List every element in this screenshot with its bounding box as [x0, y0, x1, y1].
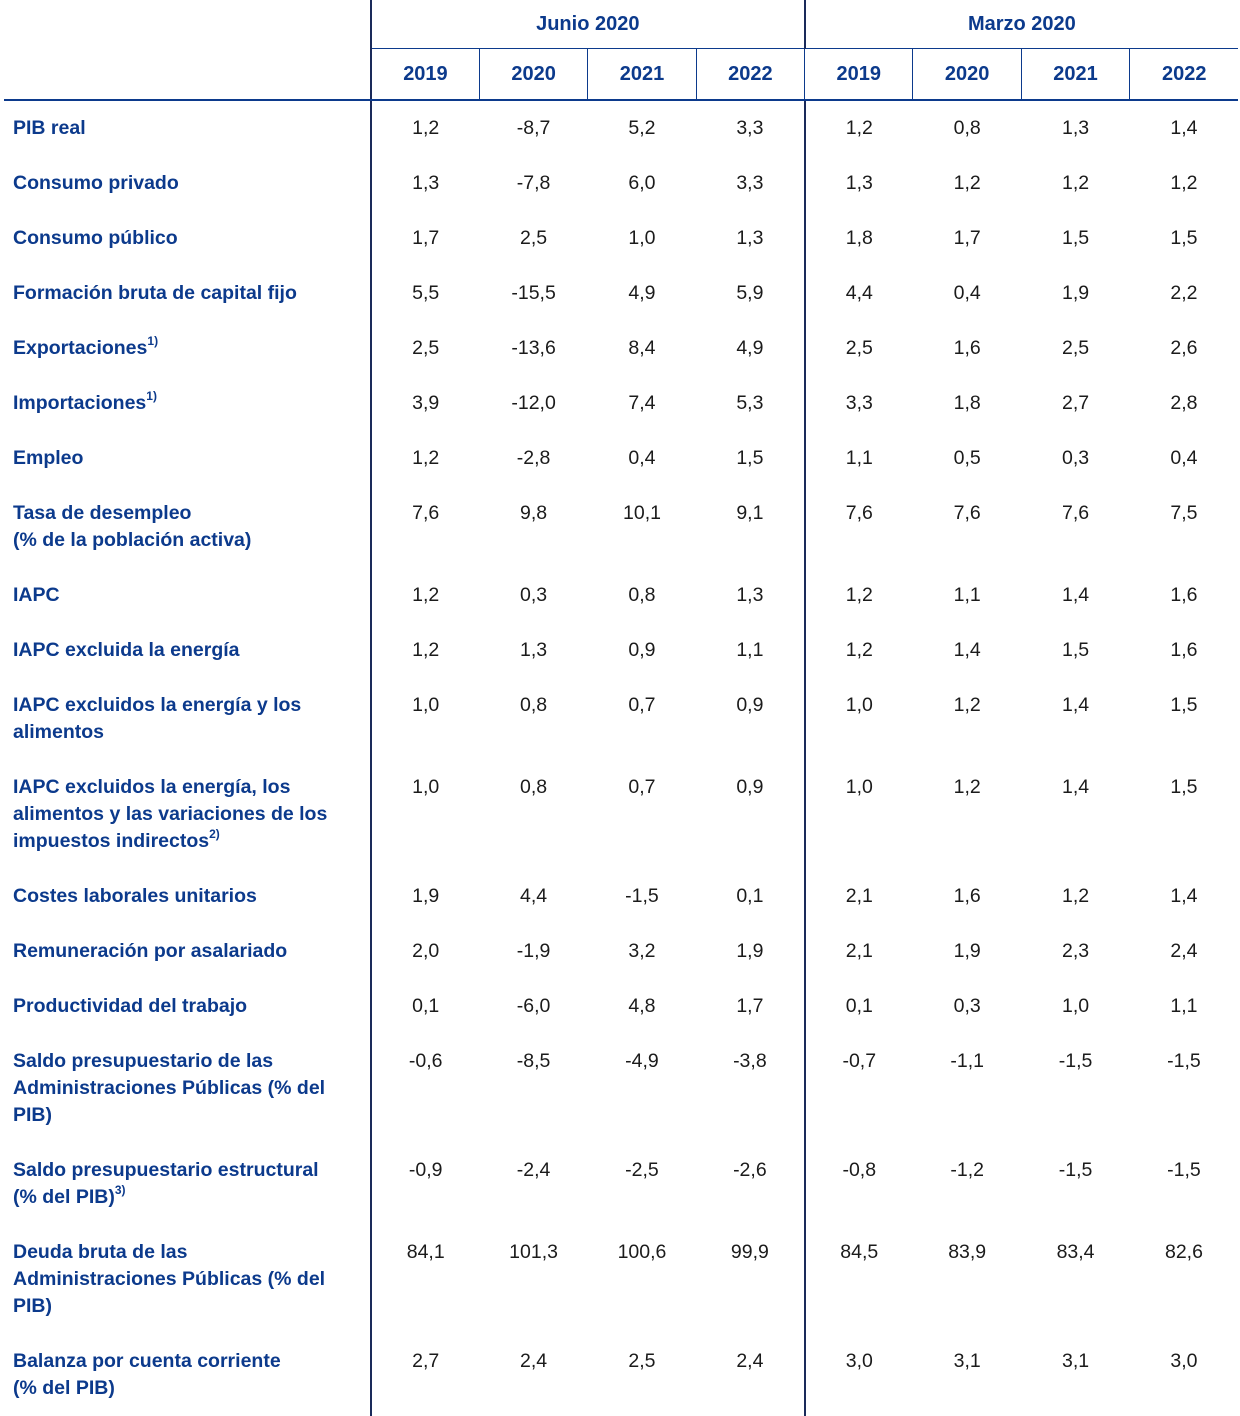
value-cell: 0,9: [736, 776, 764, 798]
value-cell: 1,3: [736, 227, 764, 249]
value-cell: 1,4: [1170, 117, 1198, 139]
value-cell: 1,0: [805, 760, 913, 869]
value-cell: -3,8: [733, 1050, 767, 1072]
value-cell: 1,2: [805, 100, 913, 156]
value-cell: 101,3: [509, 1241, 558, 1263]
value-cell: 8,4: [628, 337, 656, 359]
value-cell: 0,8: [628, 584, 656, 606]
value-cell: 2,8: [1170, 392, 1198, 414]
value-cell: 3,0: [805, 1334, 913, 1416]
row-label-line: Consumo privado: [13, 172, 179, 194]
value-cell: 1,3: [520, 639, 548, 661]
value-cell: 0,4: [953, 282, 981, 304]
value-cell: 1,5: [1170, 694, 1198, 716]
value-cell: 2,5: [371, 321, 479, 376]
row-label: [4, 760, 371, 869]
value-cell: -12,0: [511, 392, 556, 414]
row-label: [4, 211, 371, 266]
value-cell: 1,3: [805, 156, 913, 211]
value-cell: 0,8: [520, 776, 548, 798]
value-cell: 1,4: [1062, 584, 1090, 606]
header-blank-cell: [4, 0, 371, 49]
value-cell: -8,5: [516, 1050, 551, 1072]
row-label-line: Formación bruta de capital fijo: [13, 282, 297, 304]
value-cell: 1,1: [805, 431, 913, 486]
value-cell: -2,6: [733, 1159, 767, 1181]
value-cell: -2,8: [516, 447, 551, 469]
value-cell: 7,6: [953, 502, 981, 524]
row-label-line: impuestos indirectos: [13, 830, 210, 852]
row-label: [4, 100, 371, 156]
value-cell: -13,6: [511, 337, 556, 359]
value-cell: 1,9: [1062, 282, 1090, 304]
table-row: [4, 1334, 1238, 1416]
row-label: [4, 431, 371, 486]
value-cell: 0,7: [628, 776, 656, 798]
footnote-marker: 1): [146, 388, 157, 403]
value-cell: 82,6: [1164, 1241, 1203, 1263]
value-cell: 1,3: [736, 584, 764, 606]
year-header: 2019: [371, 49, 479, 101]
row-label: [4, 1143, 371, 1225]
value-cell: 1,6: [1170, 639, 1198, 661]
year-header-row: [4, 49, 1238, 101]
value-cell: -1,5: [1167, 1159, 1201, 1181]
row-label-line: Exportaciones: [13, 337, 148, 359]
row-label-line: alimentos y las variaciones de los: [13, 803, 328, 825]
value-cell: 10,1: [623, 502, 661, 524]
row-label-line: IAPC: [13, 584, 60, 606]
value-cell: 1,8: [805, 211, 913, 266]
row-label: [4, 1034, 371, 1143]
value-cell: 0,4: [628, 447, 656, 469]
value-cell: 84,5: [805, 1225, 913, 1334]
value-cell: 5,2: [628, 117, 656, 139]
value-cell: -1,2: [950, 1159, 984, 1181]
value-cell: 83,4: [1056, 1241, 1095, 1263]
value-cell: 1,7: [736, 995, 764, 1017]
value-cell: 2,3: [1062, 940, 1090, 962]
value-cell: 1,9: [371, 869, 479, 924]
value-cell: 3,0: [1170, 1350, 1198, 1372]
table-row: [4, 760, 1238, 869]
year-header: 2022: [1130, 49, 1238, 101]
value-cell: 1,3: [1062, 117, 1090, 139]
row-label: [4, 979, 371, 1034]
value-cell: 84,1: [371, 1225, 479, 1334]
value-cell: 1,2: [953, 776, 981, 798]
table-row: [4, 623, 1238, 678]
value-cell: 1,4: [1062, 776, 1090, 798]
table-row: [4, 100, 1238, 156]
value-cell: 2,6: [1170, 337, 1198, 359]
value-cell: 1,4: [1170, 885, 1198, 907]
value-cell: 2,7: [371, 1334, 479, 1416]
table-row: [4, 979, 1238, 1034]
row-label-line: Costes laborales unitarios: [13, 885, 257, 907]
value-cell: 0,1: [371, 979, 479, 1034]
value-cell: 1,7: [371, 211, 479, 266]
value-cell: 4,9: [736, 337, 764, 359]
value-cell: 1,2: [805, 568, 913, 623]
value-cell: 5,5: [371, 266, 479, 321]
value-cell: 0,3: [953, 995, 981, 1017]
footnote-marker: 2): [209, 826, 220, 841]
value-cell: -0,7: [805, 1034, 913, 1143]
value-cell: 1,2: [953, 172, 981, 194]
row-label-line: IAPC excluidos la energía y los: [13, 694, 302, 716]
row-label-line: PIB): [13, 1295, 52, 1317]
value-cell: 3,3: [736, 117, 764, 139]
group-header-row: [4, 0, 1238, 49]
value-cell: 1,6: [953, 885, 981, 907]
value-cell: 1,2: [1170, 172, 1198, 194]
header-label-cell: [4, 49, 371, 101]
value-cell: 1,0: [371, 760, 479, 869]
value-cell: -7,8: [516, 172, 551, 194]
table-row: [4, 486, 1238, 568]
year-header: 2022: [696, 49, 804, 101]
value-cell: -2,4: [516, 1159, 551, 1181]
table-row: [4, 376, 1238, 431]
value-cell: 0,1: [736, 885, 764, 907]
value-cell: 2,4: [736, 1350, 764, 1372]
row-label-line: Saldo presupuestario de las: [13, 1050, 274, 1072]
table-row: [4, 266, 1238, 321]
value-cell: 0,8: [520, 694, 548, 716]
footnote-marker: 1): [147, 333, 159, 348]
value-cell: -15,5: [511, 282, 556, 304]
value-cell: 2,1: [805, 869, 913, 924]
value-cell: 3,3: [805, 376, 913, 431]
row-label-line: alimentos: [13, 721, 105, 743]
value-cell: 2,5: [805, 321, 913, 376]
value-cell: 3,9: [371, 376, 479, 431]
value-cell: -1,9: [516, 940, 551, 962]
value-cell: 1,5: [1170, 776, 1198, 798]
value-cell: 0,4: [1170, 447, 1198, 469]
value-cell: 1,9: [736, 940, 764, 962]
value-cell: 4,9: [628, 282, 656, 304]
row-label: [4, 869, 371, 924]
row-label-line: PIB): [13, 1104, 52, 1126]
row-label-line: Balanza por cuenta corriente: [13, 1350, 281, 1372]
row-label: [4, 321, 371, 376]
row-label-line: Administraciones Públicas (% del: [13, 1268, 326, 1290]
row-label: [4, 924, 371, 979]
row-label-line: Remuneración por asalariado: [13, 940, 288, 962]
row-label-line: Productividad del trabajo: [13, 995, 248, 1017]
value-cell: 2,4: [1170, 940, 1198, 962]
value-cell: 0,3: [1062, 447, 1090, 469]
value-cell: 1,6: [1170, 584, 1198, 606]
value-cell: 1,2: [371, 100, 479, 156]
value-cell: 0,5: [953, 447, 981, 469]
value-cell: 1,5: [736, 447, 764, 469]
value-cell: 3,1: [1062, 1350, 1090, 1372]
value-cell: 83,9: [948, 1241, 987, 1263]
value-cell: 99,9: [730, 1241, 769, 1263]
value-cell: 1,0: [628, 227, 656, 249]
row-label-line: (% del PIB): [13, 1377, 115, 1399]
table-row: [4, 1034, 1238, 1143]
value-cell: 1,7: [953, 227, 981, 249]
year-header: 2020: [479, 49, 587, 101]
table-row: [4, 211, 1238, 266]
value-cell: 1,5: [1062, 639, 1090, 661]
value-cell: 1,1: [736, 639, 764, 661]
value-cell: -1,5: [625, 885, 659, 907]
value-cell: 1,2: [953, 694, 981, 716]
value-cell: 7,4: [628, 392, 656, 414]
value-cell: 5,3: [736, 392, 764, 414]
row-label-line: Importaciones: [13, 392, 147, 414]
value-cell: 9,8: [520, 502, 548, 524]
table-row: [4, 1225, 1238, 1334]
value-cell: 1,5: [1170, 227, 1198, 249]
value-cell: 0,1: [805, 979, 913, 1034]
value-cell: 1,4: [1062, 694, 1090, 716]
value-cell: 2,5: [1062, 337, 1090, 359]
value-cell: 1,4: [953, 639, 981, 661]
projections-table: [4, 0, 1238, 1416]
value-cell: -2,5: [625, 1159, 659, 1181]
value-cell: -0,6: [371, 1034, 479, 1143]
value-cell: 2,1: [805, 924, 913, 979]
value-cell: 7,6: [805, 486, 913, 568]
value-cell: 100,6: [617, 1241, 667, 1263]
value-cell: 1,6: [953, 337, 981, 359]
value-cell: 1,2: [371, 431, 479, 486]
row-label: [4, 376, 371, 431]
value-cell: 2,7: [1062, 392, 1090, 414]
year-header: 2020: [913, 49, 1021, 101]
value-cell: 2,5: [628, 1350, 656, 1372]
value-cell: 6,0: [628, 172, 656, 194]
value-cell: 1,2: [371, 623, 479, 678]
value-cell: 1,0: [1062, 995, 1090, 1017]
row-label-line: Empleo: [13, 447, 84, 469]
value-cell: 1,0: [371, 678, 479, 760]
value-cell: 3,3: [736, 172, 764, 194]
table-row: [4, 431, 1238, 486]
row-label: [4, 156, 371, 211]
footnote-marker: 3): [114, 1182, 126, 1197]
year-header: 2021: [1021, 49, 1129, 101]
table-body: [4, 100, 1238, 1416]
row-label-line: Tasa de desempleo: [13, 502, 192, 524]
table-row: [4, 156, 1238, 211]
value-cell: -1,5: [1167, 1050, 1201, 1072]
value-cell: 7,5: [1170, 502, 1198, 524]
value-cell: 9,1: [736, 502, 764, 524]
value-cell: 1,2: [1062, 885, 1090, 907]
value-cell: 5,9: [736, 282, 764, 304]
row-label-line: (% del PIB): [13, 1186, 115, 1208]
value-cell: 1,5: [1062, 227, 1090, 249]
value-cell: 2,0: [371, 924, 479, 979]
value-cell: -0,9: [371, 1143, 479, 1225]
row-label-line: Saldo presupuestario estructural: [13, 1159, 319, 1181]
row-label-line: IAPC excluida la energía: [13, 639, 240, 661]
value-cell: -8,7: [516, 117, 551, 139]
value-cell: -0,8: [805, 1143, 913, 1225]
value-cell: 2,2: [1170, 282, 1198, 304]
table-row: [4, 924, 1238, 979]
row-label: [4, 568, 371, 623]
row-label: [4, 623, 371, 678]
value-cell: 0,3: [520, 584, 548, 606]
row-label-line: IAPC excluidos la energía, los: [13, 776, 291, 798]
value-cell: 1,0: [805, 678, 913, 760]
value-cell: -1,5: [1058, 1159, 1093, 1181]
value-cell: 3,1: [953, 1350, 981, 1372]
value-cell: 2,4: [520, 1350, 548, 1372]
table-row: [4, 321, 1238, 376]
value-cell: -1,5: [1058, 1050, 1093, 1072]
value-cell: 0,8: [953, 117, 981, 139]
value-cell: 0,9: [736, 694, 764, 716]
row-label-line: PIB real: [13, 117, 86, 139]
value-cell: 7,6: [371, 486, 479, 568]
value-cell: 0,7: [628, 694, 656, 716]
value-cell: 7,6: [1062, 502, 1090, 524]
value-cell: 1,8: [953, 392, 981, 414]
value-cell: 4,4: [520, 885, 548, 907]
value-cell: 4,8: [628, 995, 656, 1017]
group-header-junio-2020: Junio 2020: [371, 0, 805, 49]
group-header-marzo-2020: Marzo 2020: [805, 0, 1239, 49]
value-cell: 1,3: [371, 156, 479, 211]
value-cell: 1,2: [805, 623, 913, 678]
value-cell: 1,2: [1062, 172, 1090, 194]
year-header: 2021: [588, 49, 696, 101]
table-row: [4, 1143, 1238, 1225]
table-row: [4, 869, 1238, 924]
value-cell: -6,0: [516, 995, 551, 1017]
value-cell: 2,5: [520, 227, 548, 249]
row-label: [4, 266, 371, 321]
value-cell: -4,9: [625, 1050, 659, 1072]
value-cell: -1,1: [950, 1050, 984, 1072]
value-cell: 4,4: [805, 266, 913, 321]
row-label-line: (% de la población activa): [13, 529, 252, 551]
table-row: [4, 678, 1238, 760]
value-cell: 1,1: [953, 584, 981, 606]
year-header: 2019: [805, 49, 913, 101]
row-label-line: Consumo público: [13, 227, 178, 249]
value-cell: 0,9: [628, 639, 656, 661]
value-cell: 1,2: [371, 568, 479, 623]
row-label-line: Deuda bruta de las: [13, 1241, 188, 1263]
table-row: [4, 568, 1238, 623]
value-cell: 1,9: [953, 940, 981, 962]
row-label: [4, 678, 371, 760]
row-label: [4, 1334, 371, 1416]
row-label: [4, 1225, 371, 1334]
value-cell: 1,1: [1170, 995, 1198, 1017]
row-label: [4, 486, 371, 568]
row-label-line: Administraciones Públicas (% del: [13, 1077, 326, 1099]
value-cell: 3,2: [628, 940, 656, 962]
